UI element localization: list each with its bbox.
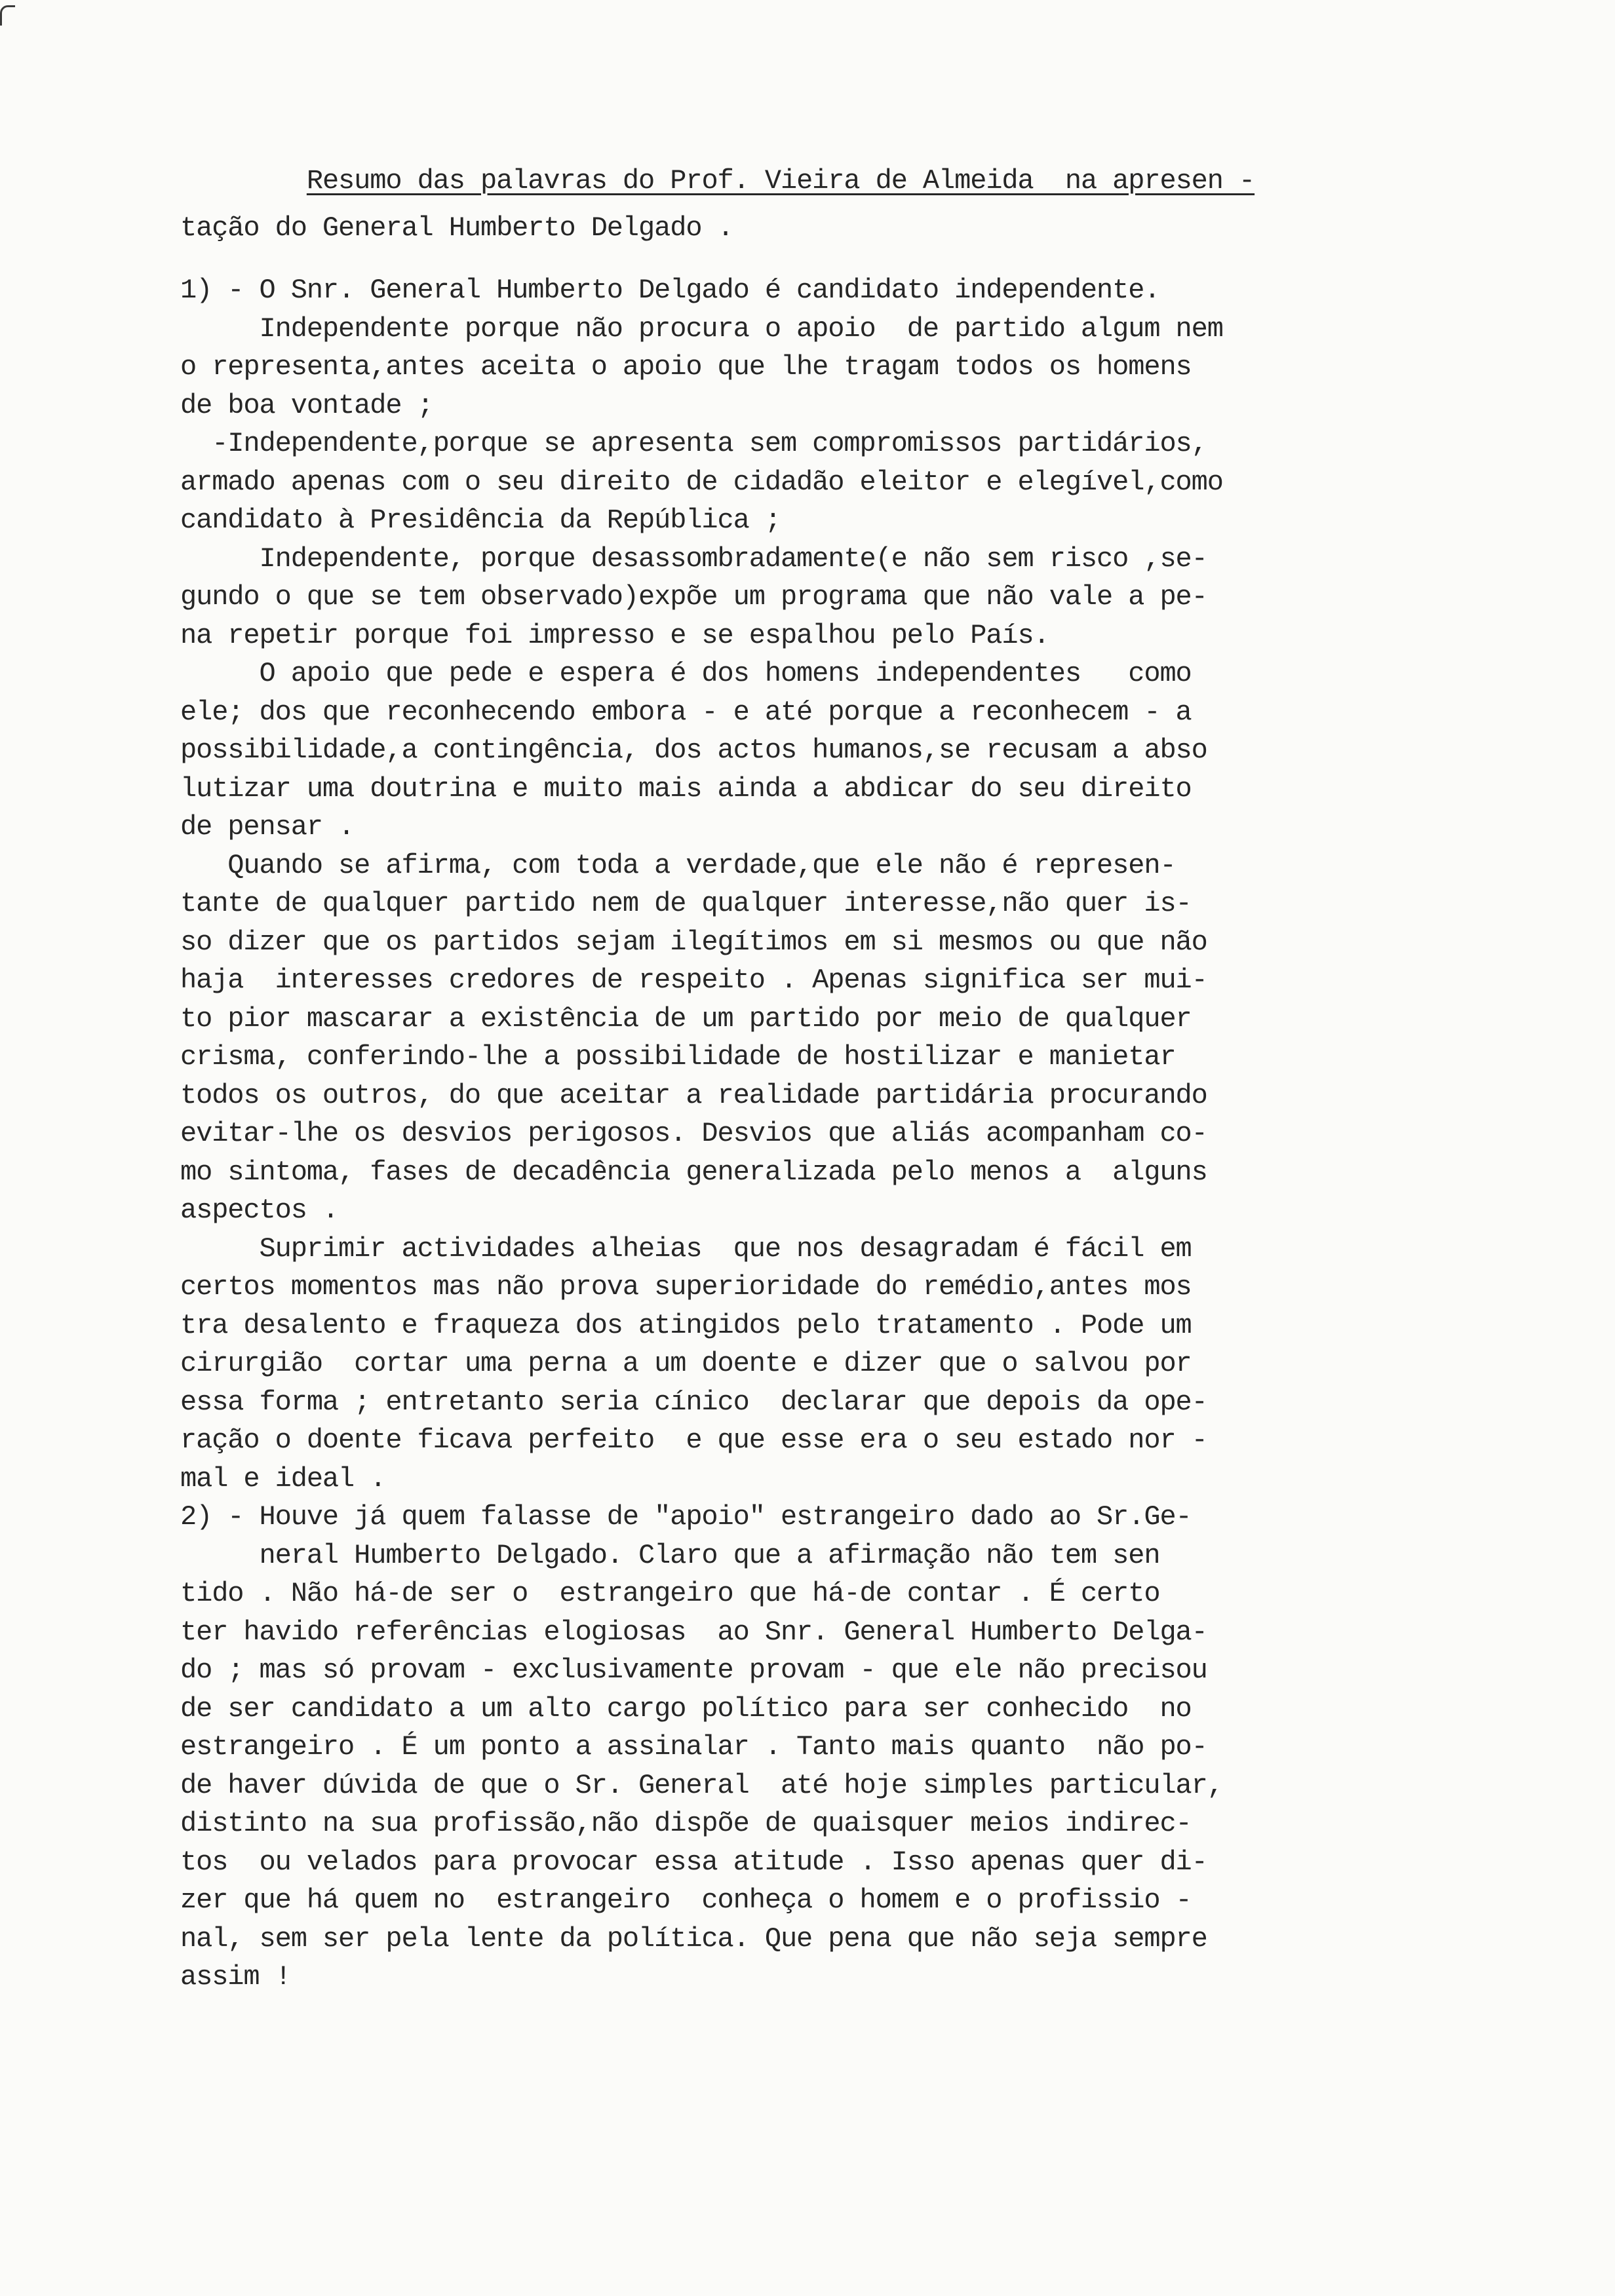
- text-line: Suprimir actividades alheias que nos desagradam é fácil em: [180, 1233, 1192, 1265]
- text-line: certos momentos mas não prova superioridade do remédio,antes mos: [180, 1271, 1192, 1303]
- text-line: Independente porque não procura o apoio de partido algum nem: [180, 313, 1223, 345]
- text-line: ração o doente ficava perfeito e que esse era o seu estado nor -: [180, 1425, 1207, 1456]
- spacer: [180, 252, 1504, 271]
- page-corner-mark: [0, 5, 15, 26]
- text-line: de haver dúvida de que o Sr. General até hoje simples particular,: [180, 1769, 1223, 1801]
- text-line: to pior mascarar a existência de um partido por meio de qualquer: [180, 1003, 1192, 1035]
- text-line: Quando se afirma, com toda a verdade,que ele não é represen-: [180, 849, 1176, 881]
- document-title: Resumo das palavras do Prof. Vieira de Almeida na apresen -: [306, 165, 1255, 197]
- text-line: de boa vontade ;: [180, 389, 433, 421]
- text-line: tra desalento e fraqueza dos atingidos pelo tratamento . Pode um: [180, 1309, 1192, 1341]
- text-line: candidato à Presidência da República ;: [180, 505, 781, 536]
- text-line: O apoio que pede e espera é dos homens independentes como: [180, 658, 1192, 689]
- text-line: de pensar .: [180, 811, 355, 843]
- section-2: [180, 1498, 1504, 1997]
- text-line: haja interesses credores de respeito . Apenas significa ser mui-: [180, 965, 1207, 996]
- text-line: lutizar uma doutrina e muito mais ainda a abdicar do seu direito: [180, 773, 1192, 805]
- text-line: nal, sem ser pela lente da política. Que pena que não seja sempre: [180, 1923, 1207, 1955]
- text-line: todos os outros, do que aceitar a realidade partidária procurando: [180, 1079, 1207, 1111]
- document-title-line-2: tação do General Humberto Delgado .: [180, 212, 733, 244]
- text-line: distinto na sua profissão,não dispõe de quaisquer meios indirec-: [180, 1808, 1192, 1839]
- typed-document: [180, 157, 1504, 1997]
- text-line: cirurgião cortar uma perna a um doente e dizer que o salvou por: [180, 1348, 1192, 1379]
- document-title-line-1: [180, 157, 1504, 204]
- text-line: tante de qualquer partido nem de qualquer interesse,não quer is-: [180, 888, 1192, 919]
- text-line: 2) - Houve já quem falasse de "apoio" estrangeiro dado ao Sr.Ge-: [180, 1501, 1192, 1533]
- text-line: na repetir porque foi impresso e se espalhou pelo País.: [180, 619, 1049, 651]
- text-line: de ser candidato a um alto cargo político para ser conhecido no: [180, 1693, 1192, 1725]
- section-1: [180, 271, 1504, 1498]
- text-line: essa forma ; entretanto seria cínico declarar que depois da ope-: [180, 1386, 1207, 1418]
- text-line: mal e ideal .: [180, 1463, 386, 1495]
- text-line: crisma, conferindo-lhe a possibilidade de hostilizar e manietar: [180, 1041, 1176, 1073]
- text-line: armado apenas com o seu direito de cidadão eleitor e elegível,como: [180, 466, 1223, 498]
- text-line: so dizer que os partidos sejam ilegítimos em si mesmos ou que não: [180, 926, 1207, 958]
- text-line: estrangeiro . É um ponto a assinalar . Tanto mais quanto não po-: [180, 1731, 1207, 1763]
- text-line: mo sintoma, fases de decadência generalizada pelo menos a alguns: [180, 1156, 1207, 1188]
- text-line: zer que há quem no estrangeiro conheça o homem e o profissio -: [180, 1885, 1192, 1916]
- text-line: tos ou velados para provocar essa atitude . Isso apenas quer di-: [180, 1846, 1207, 1878]
- text-line: tido . Não há-de ser o estrangeiro que há-de contar . É certo: [180, 1578, 1160, 1609]
- text-line: aspectos .: [180, 1195, 339, 1226]
- text-line: gundo o que se tem observado)expõe um programa que não vale a pe-: [180, 581, 1207, 613]
- text-line: Independente, porque desassombradamente(e não sem risco ,se-: [180, 543, 1207, 575]
- text-line: -Independente,porque se apresenta sem compromissos partidários,: [180, 428, 1207, 459]
- text-line: do ; mas só provam - exclusivamente provam - que ele não precisou: [180, 1655, 1207, 1686]
- text-line: 1) - O Snr. General Humberto Delgado é candidato independente.: [180, 275, 1160, 306]
- text-line: ele; dos que reconhecendo embora - e até porque a reconhecem - a: [180, 696, 1192, 728]
- text-line: evitar-lhe os desvios perigosos. Desvios que aliás acompanham co-: [180, 1118, 1207, 1149]
- text-line: ter havido referências elogiosas ao Snr. General Humberto Delga-: [180, 1616, 1207, 1648]
- text-line: o representa,antes aceita o apoio que lhe tragam todos os homens: [180, 351, 1192, 383]
- text-line: possibilidade,a contingência, dos actos humanos,se recusam a abso: [180, 735, 1207, 766]
- text-line: assim !: [180, 1961, 291, 1993]
- text-line: neral Humberto Delgado. Claro que a afirmação não tem sen: [180, 1539, 1160, 1571]
